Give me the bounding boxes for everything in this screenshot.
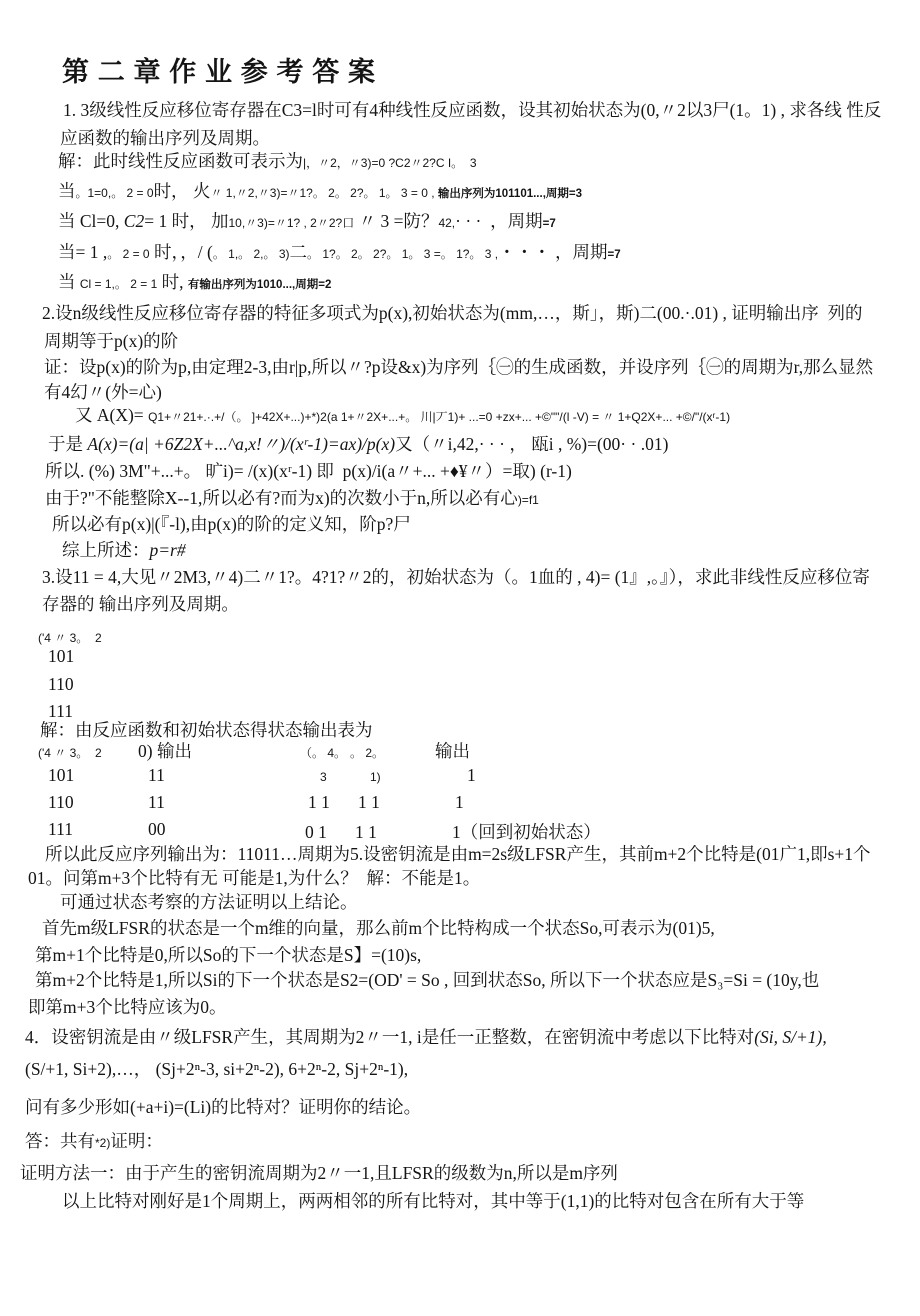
table-cell: 101 — [48, 765, 75, 785]
text-segment: 存器的 输出序列及周期。 — [42, 594, 239, 614]
text-segment: 证：设p(x)的阶为p,由定理2-3,由r|p,所以〃?p设&x)为序列｛㊀的生成函数，并设序列｛㊀的周期为r,那么显然 — [44, 357, 874, 377]
text-line — [52, 513, 411, 536]
text-line — [44, 330, 178, 353]
text-segment: 10,〃3)=〃1? , 2〃2?口 — [228, 216, 355, 230]
table-row — [38, 765, 192, 792]
text-segment: 答：共有 — [25, 1131, 95, 1151]
text-segment: 第m+2个比特是1,所以Si的下一个状态是S2=(OD' = So , 回到状态So, 所以下一个状态应是S₃=Si = (10y,也 — [35, 970, 820, 990]
table-cell: 00 — [148, 819, 166, 839]
text-segment: 时，，/ ( — [149, 242, 213, 262]
text-line — [44, 381, 162, 404]
text-line — [62, 539, 186, 562]
table-header-row — [300, 738, 601, 765]
text-segment: 当 Cl=0, — [58, 211, 124, 231]
text-segment: 111 — [48, 701, 73, 721]
text-line — [25, 1058, 408, 1081]
table-cell: 1) — [370, 770, 381, 784]
formula-line — [75, 404, 730, 427]
text-line — [25, 1130, 163, 1153]
table-row — [38, 819, 192, 846]
text-segment: ・・・ ，周期 — [498, 242, 608, 262]
text-segment: 证明： — [110, 1131, 163, 1151]
text-segment: 。1=0,。 2 = 0 — [75, 186, 154, 200]
text-segment: 又（〃i,42,· · · ， 瓯i , %)=(00· · .01) — [395, 434, 669, 454]
text-segment: 有输出序列为1010...,周期=2 — [187, 279, 332, 291]
table-row — [300, 819, 601, 846]
text-segment: 即第m+3个比特应该为0。 — [28, 997, 227, 1017]
table-cell: 110 — [48, 792, 74, 812]
table-cell: 1 1 — [355, 822, 377, 842]
text-segment: 110 — [48, 674, 74, 694]
text-segment: 当 — [58, 181, 76, 201]
text-segment: 〃 3 =防？ — [354, 211, 439, 231]
text-segment: 42, — [438, 216, 456, 230]
text-segment: |，〃2，〃3)=0 ?C2〃2?C I。 3 — [303, 156, 477, 170]
text-segment: 又 A(X)= — [75, 405, 149, 425]
text-line — [25, 1096, 421, 1119]
text-segment: A(x)=(a| +6Z2X+...^a,x!〃)/(xʳ-1)=ax)/p(x) — [87, 434, 396, 454]
text-line — [35, 969, 819, 992]
table-header-cell: ('4 〃 3。 2 — [38, 746, 102, 760]
text-segment: 由于?"不能整除X--1,所以必有?而为x)的次数小于n,所以必有心 — [45, 488, 518, 508]
text-segment: Q1+〃21+.·.+/（。 ]+42X+...)+*)2(a 1+〃2X+...+。 川|丆1)+ ...=0 +zx+... +©""/(l -V) = 〃 1+Q2X+... +©/"/(xʳ-1) — [148, 410, 731, 424]
text-line — [28, 867, 480, 890]
text-segment: p=r# — [149, 540, 186, 560]
text-line — [62, 1190, 804, 1213]
table-row — [300, 765, 601, 792]
text-segment: 当= 1 , — [58, 242, 108, 262]
table-cell: 1（回到初始状态） — [452, 822, 601, 842]
text-segment: 问有多少形如(+a+i)=(Li)的比特对？证明你的结论。 — [25, 1097, 422, 1117]
text-line — [58, 150, 477, 173]
text-segment: C2 — [123, 211, 145, 231]
text-segment: = 1 时， 加 — [144, 211, 229, 231]
text-segment: 3.设11 = 4,大见〃2M3,〃4)二〃1?。4?1?〃2的，初始状态为（。1血的 , 4)= (1』,。』），求此非线性反应移位寄 — [42, 567, 870, 587]
text-segment: (S/+1, Si+2),…， (Sj+2ⁿ-3, si+2ⁿ-2), 6+2ⁿ-2, Sj+2ⁿ-1), — [25, 1059, 409, 1079]
text-line — [42, 917, 715, 940]
text-segment: 所以此反应序列输出为：11011…周期为5.设密钥流是由m=2s级LFSR产生，其前m+2个比特是(01广1,即s+1个 — [45, 844, 871, 864]
text-segment: 当 — [58, 272, 80, 292]
text-segment: 2.设n级线性反应移位寄存器的特征多项式为p(x),初始状态为(mm,…，斯」，斯)二(00.·.01) , 证明输出序 列的 — [42, 303, 863, 323]
text-segment: 。 1,。 2,。 3) — [212, 247, 290, 261]
text-line — [45, 487, 539, 510]
text-segment: 输出序列为101101...,周期=3 — [437, 188, 583, 200]
table-row — [38, 792, 192, 819]
formula-line — [48, 433, 668, 456]
text-segment: 。 2 = 0 — [107, 247, 150, 261]
text-segment: · · · ，周期 — [455, 211, 543, 231]
text-line — [48, 673, 74, 696]
text-line — [58, 241, 621, 264]
text-segment: 证明方法一：由于产生的密钥流周期为2〃一1,且LFSR的级数为n,所以是m序列 — [20, 1163, 618, 1183]
text-segment: )=f1 — [517, 493, 539, 507]
table-header-row — [38, 738, 192, 765]
table-cell: 11 — [148, 765, 165, 785]
text-line — [42, 566, 870, 589]
page-title: 第 二 章 作 业 参 考 答 案 — [62, 57, 376, 87]
text-line — [35, 944, 421, 967]
text-segment: 应函数的输出序列及周期。 — [60, 128, 270, 148]
table-cell: 11 — [148, 792, 165, 812]
text-segment: *2) — [95, 1136, 111, 1150]
text-segment: 时， 火 — [153, 181, 211, 201]
text-line — [60, 127, 270, 150]
text-segment: 综上所述： — [62, 540, 150, 560]
text-line — [25, 1026, 827, 1049]
text-line — [45, 843, 871, 866]
table-cell: 3 — [320, 770, 327, 784]
state-output-table-left — [38, 738, 192, 846]
text-segment: 所以必有p(x)|(『-l),由p(x)的阶的定义知，阶p?尸 — [52, 514, 411, 534]
text-segment: 所以. (%) 3M"+...+。 旷i)= /(x)(xʳ-1) 即 p(x)/i(a〃+... +♦¥〃）=取) (r-1) — [45, 461, 572, 481]
table-row — [300, 792, 601, 819]
text-segment: 1. 3级线性反应移位寄存器在C3=l时可有4种线性反应函数，设其初始状态为(0,〃2以3尸(1。1) , 求各线 性反 — [63, 100, 882, 120]
text-segment: 〃 1,〃2,〃3)=〃1?。 2。 2?。 1。 3 = 0 , — [210, 186, 438, 200]
text-segment: 有4幻〃(外=心) — [44, 382, 162, 402]
text-line — [48, 645, 74, 668]
text-segment: ('4 〃 3。 2 — [38, 631, 102, 645]
text-line — [58, 271, 331, 294]
text-segment: =7 — [607, 249, 621, 261]
text-line — [28, 996, 226, 1019]
text-segment: 。 1?。 2。 2?。 1。 3 =。 1?。 3 , — [307, 247, 499, 261]
table-header-cell: （。 4。 — [300, 746, 347, 760]
text-line — [42, 302, 863, 325]
table-cell: 1 — [455, 792, 464, 812]
text-line — [20, 1162, 618, 1185]
text-segment: 以上比特对刚好是1个周期上，两两相邻的所有比特对，其中等于(1,1)的比特对包含在所有大于等 — [62, 1191, 805, 1211]
table-cell: 0 1 — [305, 822, 327, 842]
text-segment: 01。问第m+3个比特有无 可能是1,为什么？ 解：不能是1。 — [28, 868, 481, 888]
state-output-table-right — [300, 738, 601, 846]
text-line — [45, 460, 572, 483]
text-segment: 可通过状态考察的方法证明以上结论。 — [60, 892, 358, 912]
text-line — [58, 180, 582, 203]
text-segment: 解：由反应函数和初始状态得状态输出表为 — [40, 720, 373, 740]
text-segment: =7 — [542, 218, 556, 230]
text-line — [44, 356, 873, 379]
text-segment: (Si, S/+1), — [754, 1027, 827, 1047]
text-segment: 二 — [289, 242, 308, 262]
text-segment: 解：此时线性反应函数可表示为 — [58, 151, 303, 171]
table-header-cell: 输出 — [435, 741, 470, 761]
text-segment: 于是 — [48, 434, 88, 454]
text-segment: 4．设密钥流是由〃级LFSR产生，其周期为2〃一1, i是任一正整数，在密钥流中考虑以下比特对 — [25, 1027, 755, 1047]
text-line — [60, 891, 358, 914]
table-header-cell: 。 2。 — [350, 746, 385, 760]
text-segment: 周期等于p(x)的阶 — [44, 331, 179, 351]
text-segment: 第m+1个比特是0,所以So的下一个状态是S】=(10)s, — [35, 945, 422, 965]
text-segment: Cl = 1,。 2 = 1 — [79, 277, 158, 291]
text-segment: 首先m级LFSR的状态是一个m维的向量，那么前m个比特构成一个状态So,可表示为(01)5, — [42, 918, 715, 938]
text-line — [42, 593, 239, 616]
table-cell: 111 — [48, 819, 73, 839]
text-line — [63, 99, 881, 122]
table-cell: 1 1 — [358, 792, 380, 812]
table-header-cell: 0) 输出 — [138, 741, 192, 761]
text-line — [58, 210, 556, 233]
table-cell: 1 1 — [308, 792, 330, 812]
text-segment: 101 — [48, 646, 75, 666]
table-cell: 1 — [467, 765, 476, 785]
text-segment: 时, — [157, 272, 188, 292]
